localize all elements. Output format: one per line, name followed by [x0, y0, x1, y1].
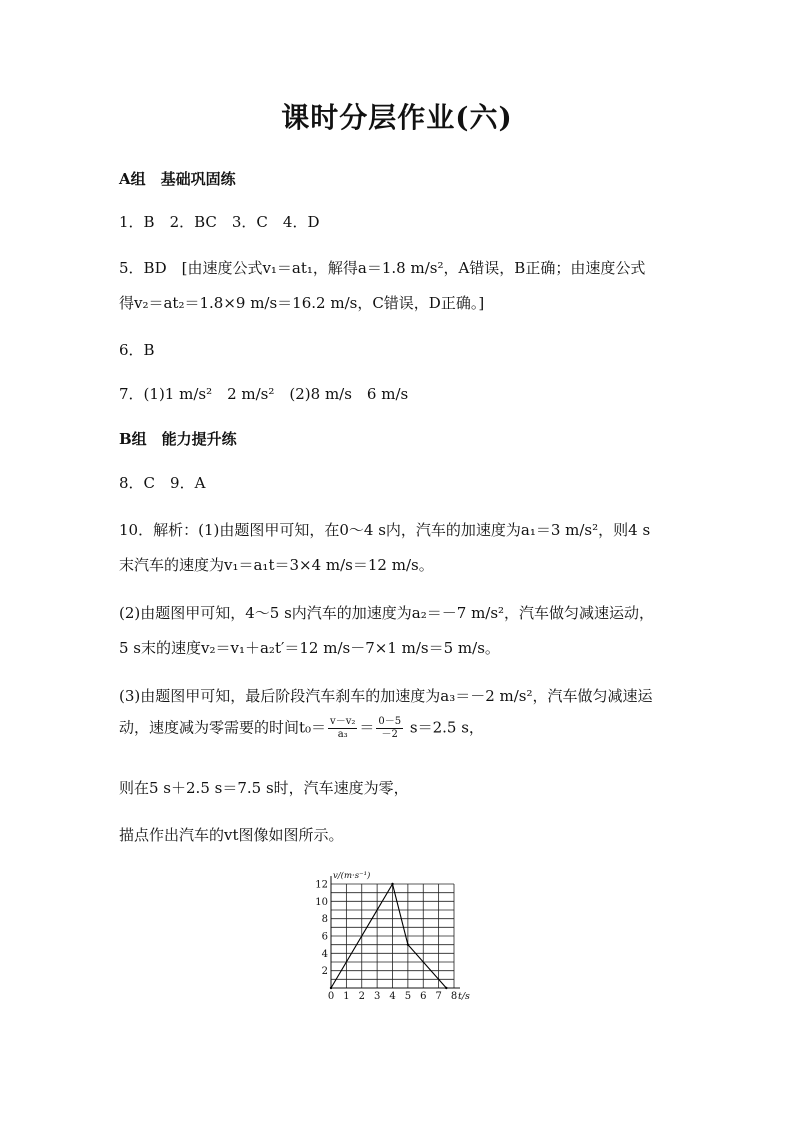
- x-tick-label: 2: [358, 991, 365, 1002]
- p3-line2-prefix: 动，速度减为零需要的时间t₀＝: [119, 718, 327, 737]
- answer-10-p5: 描点作出汽车的vt图像如图所示。: [119, 826, 344, 844]
- answer-10-p3-line1: (3)由题图甲可知，最后阶段汽车刹车的加速度为a₃＝－2 m/s²，汽车做匀减速运: [119, 687, 653, 705]
- fraction-1: [328, 716, 357, 741]
- x-axis-label: t/s: [458, 991, 470, 1002]
- answer-10-p1-line1: 10．解析：(1)由题图甲可知，在0～4 s内，汽车的加速度为a₁＝3 m/s²，则4 s: [119, 521, 651, 539]
- group-b-heading: B组 能力提升练: [119, 430, 237, 448]
- y-tick-label: 4: [321, 948, 328, 960]
- data-point: [391, 883, 393, 885]
- x-tick-label: 7: [435, 991, 442, 1002]
- data-point: [330, 987, 332, 989]
- page-title: 课时分层作业(六): [281, 101, 513, 134]
- y-tick-label: 2: [321, 966, 328, 978]
- answers-1-4: 1．B 2．BC 3．C 4．D: [119, 213, 320, 231]
- fraction-2-numerator: 0－5: [378, 716, 402, 727]
- vt-graph: [310, 864, 480, 1004]
- answer-10-p2-line2: 5 s末的速度v₂＝v₁＋a₂t′＝12 m/s－7×1 m/s＝5 m/s。: [119, 639, 500, 657]
- answer-10-p4: 则在5 s＋2.5 s＝7.5 s时，汽车速度为零，: [119, 779, 409, 797]
- answer-7: 7．(1)1 m/s² 2 m/s² (2)8 m/s 6 m/s: [119, 385, 409, 403]
- answer-5-line-2: 得v₂＝at₂＝1.8×9 m/s＝16.2 m/s，C错误，D正确。]: [119, 294, 485, 312]
- y-tick-label: 10: [315, 896, 328, 908]
- x-tick-label: 5: [404, 991, 412, 1002]
- x-tick-label: 1: [343, 991, 350, 1002]
- y-tick-label: 12: [315, 879, 328, 891]
- answer-5-line-1: 5．BD [由速度公式v₁＝at₁，解得a＝1.8 m/s²，A错误，B正确；由速度公式: [119, 259, 646, 277]
- data-point: [407, 943, 409, 945]
- fraction-1-numerator: v－v₂: [330, 716, 356, 727]
- x-tick-label: 8: [450, 991, 458, 1002]
- y-tick-label: 8: [321, 914, 328, 926]
- p3-line2-suffix: s＝2.5 s，: [405, 718, 484, 737]
- data-point: [445, 987, 447, 989]
- fraction-2-denominator: －2: [381, 729, 398, 740]
- fraction-2: [376, 716, 403, 741]
- answer-10-p1-line2: 末汽车的速度为v₁＝a₁t＝3×4 m/s＝12 m/s。: [119, 556, 434, 574]
- y-axis-label: v/(m·s⁻¹): [333, 871, 371, 881]
- group-a-heading: A组 基础巩固练: [119, 170, 236, 188]
- x-tick-label: 0: [327, 991, 335, 1002]
- answer-10-p3-line2: [119, 716, 679, 741]
- equals-sign: ＝: [359, 718, 375, 737]
- fraction-1-denominator: a₃: [337, 729, 348, 740]
- answer-10-p2-line1: (2)由题图甲可知，4～5 s内汽车的加速度为a₂＝－7 m/s²，汽车做匀减速运动，: [119, 604, 655, 622]
- answers-8-9: 8．C 9．A: [119, 474, 206, 492]
- x-tick-label: 6: [420, 991, 427, 1002]
- x-tick-label: 4: [389, 991, 396, 1002]
- x-tick-label: 3: [373, 991, 381, 1002]
- answer-6: 6．B: [119, 341, 155, 359]
- y-tick-label: 6: [321, 931, 328, 943]
